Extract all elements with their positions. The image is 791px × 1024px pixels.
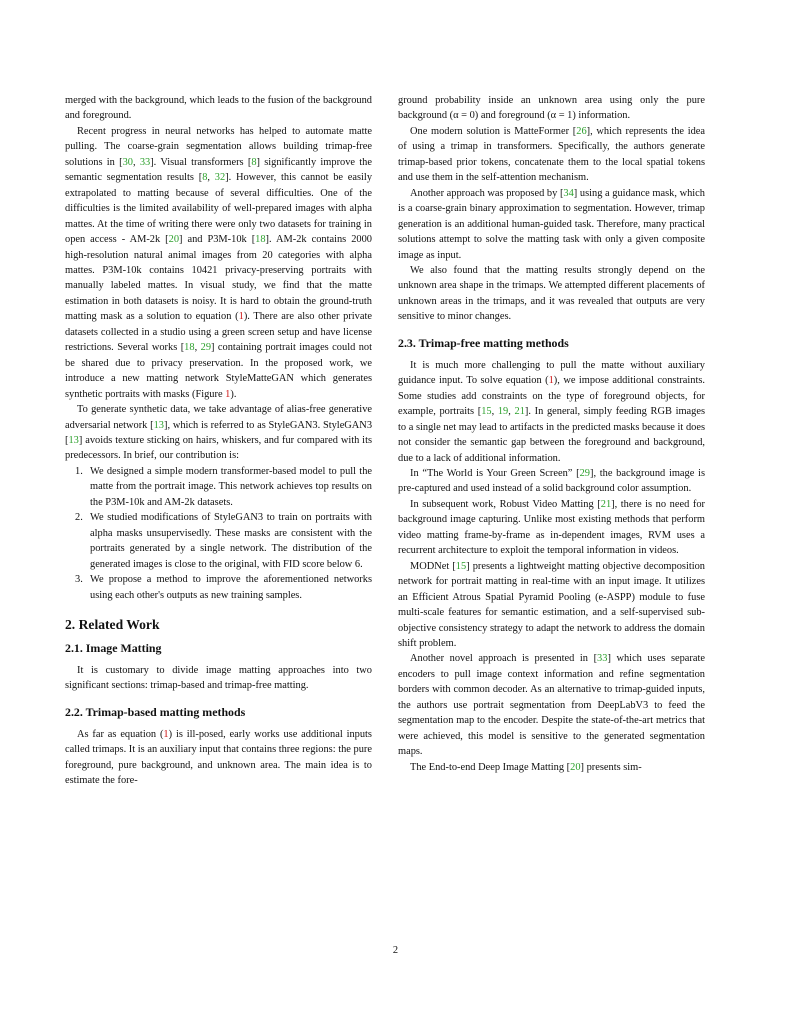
- citation-link[interactable]: 18: [255, 234, 266, 246]
- citation-link[interactable]: 21: [600, 498, 612, 510]
- equation-ref-link[interactable]: 1: [238, 311, 244, 323]
- citation-link[interactable]: 21: [514, 406, 525, 418]
- citation-link[interactable]: 13: [153, 419, 164, 431]
- subsection-heading-trimap-free: 2.3. Trimap-free matting methods: [398, 335, 569, 350]
- equation-ref-link[interactable]: 1: [225, 388, 231, 400]
- left-column: [65, 93, 372, 789]
- citation-link[interactable]: 20: [168, 234, 180, 246]
- citation-link[interactable]: 32: [214, 172, 226, 184]
- paragraph: In subsequent work, Robust Video Matting [21], there is no need for background image capturing. Unlike most existing methods that perform video matting frame-by-frame as in-dependent images, RVM uses a recurrent architecture to exploit the temporal information in videos.: [398, 498, 705, 557]
- citation-link[interactable]: 15: [481, 406, 492, 418]
- page-number: 2: [392, 945, 399, 956]
- citation-link[interactable]: 19: [497, 406, 509, 418]
- contribution-list: [65, 464, 372, 603]
- paragraph: ground probability inside an unknown area using only the pure background (α = 0) and foreground (α = 1) information.: [398, 95, 705, 122]
- citation-link[interactable]: 33: [597, 653, 608, 665]
- citation-link[interactable]: 30: [122, 156, 133, 168]
- subsection-heading-image-matting: 2.1. Image Matting: [65, 640, 162, 655]
- citation-link[interactable]: 26: [576, 125, 587, 137]
- paragraph: merged with the background, which leads to the fusion of the background and foreground.: [65, 95, 372, 122]
- paragraph: It is customary to divide image matting approaches into two significant sections: trimap-based and trimap-free matting.: [65, 664, 372, 692]
- citation-link[interactable]: 8: [251, 156, 257, 168]
- section-heading-related-work: 2. Related Work: [65, 616, 160, 632]
- paragraph: In “The World is Your Green Screen” [29], the background image is pre-captured and used instead of a solid background color assumption.: [398, 467, 705, 495]
- equation-ref-link[interactable]: 1: [163, 728, 169, 740]
- paragraph: Another novel approach is presented in [33] which uses separate encoders to pull image context information and refine segmentation borders with common decoder. As an alternative to trimap-guided inputs, the authors use portrait segmentation from DeepLabV3 to feed the segmentation map to the encoder. Despite the state-of-the-art metrics that were achieved, this model is sensitive to the generated segmentation maps.: [398, 653, 705, 758]
- paragraph: Recent progress in neural networks has helped to automate matte pulling. The coarse-grain segmentation allows building trimap-free solutions in [30, 33]. Visual transformers [8] significantly improve the semantic segmentation results [8, 32]. However, this cannot be easily extrapolated to matting because of several difficulties. One of the difficulties is the limited availability of well-prepared images with alpha mattes. At the time of writing there were only two datasets for training in open access - AM-2k [20] and P3M-10k [18]. AM-2k contains 2000 high-resolution natural animal images from 20 categories with alpha mattes. P3M-10k contains 10421 privacy-preserving portraits with manually labeled mattes. In visual study, we find that the matte estimation in both datasets is noisy. It is hard to obtain the ground-truth matting mask as a solution to equation (1). There are also other private datasets collected in a studio using a green screen setup and have license restrictions. Several works [18, 29] containing portrait images could not be shared due to privacy preservation. In the proposed work, we introduce a new matting network StyleMatteGAN which generates synthetic portraits with masks (Figure 1).: [65, 125, 373, 400]
- list-item: 3. We propose a method to improve the aforementioned networks using each other's outputs as new training samples.: [75, 574, 372, 601]
- paragraph: One modern solution is MatteFormer [26], which represents the idea of using a trimap in transformers. Specifically, the authors generate trimap-based prior tokens, concatenate them to the local spatial tokens and use them in the self-attention mechanism.: [398, 125, 705, 184]
- paragraph: MODNet [15] presents a lightweight matting objective decomposition network for portrait matting in real-time with an input image. It utilizes an Efficient Atrous Spatial Pyramid Pooling (e-ASPP) module to fuse multi-scale features for semantic estimation, and a self-supervised sub-objective consistency strategy to adapt the network to address the domain shift problem.: [398, 560, 705, 649]
- paragraph: We also found that the matting results strongly depend on the unknown area shape in the trimaps. We attempted different placements of unknown areas in the trimaps, and it was revealed that outputs are very sensitive to minor changes.: [398, 264, 705, 323]
- citation-link[interactable]: 18: [184, 342, 195, 354]
- citation-link[interactable]: 15: [455, 560, 467, 572]
- list-item: 1. We designed a simple modern transformer-based model to pull the matte from the portrait image. This network achieves top results on the P3M-10k and AM-2k datasets.: [75, 465, 372, 508]
- list-item: 2. We studied modifications of StyleGAN3 to train on portraits with alpha masks unsupervisedly. These masks are consistent with the portraits generated by a single network. The distribution of the generated images is close to the original, with FID score below 6.: [75, 512, 372, 570]
- paragraph: To generate synthetic data, we take advantage of alias-free generative adversarial network [13], which is referred to as StyleGAN3. StyleGAN3 [13] avoids texture sticking on hairs, whiskers, and fur compared with its predecessors. In brief, our contribution is:: [65, 404, 373, 462]
- citation-link[interactable]: 29: [579, 467, 590, 479]
- citation-link[interactable]: 20: [570, 761, 581, 773]
- right-column: [398, 93, 705, 775]
- citation-link[interactable]: 13: [68, 434, 79, 446]
- subsection-heading-trimap-based: 2.2. Trimap-based matting methods: [65, 704, 246, 719]
- paragraph: As far as equation (1) is ill-posed, early works use additional inputs called trimaps. It is an auxiliary input that contains three regions: the pure foreground, pure background, and unknown area. The main idea is to estimate the fore-: [65, 728, 372, 787]
- citation-link[interactable]: 29: [200, 342, 212, 354]
- citation-link[interactable]: 8: [202, 172, 208, 184]
- paragraph: It is much more challenging to pull the matte without auxiliary guidance input. To solve equation (1), we impose additional constraints. Some studies add constraints on the type of foreground objects, for example, portraits [15, 19, 21]. In general, simply feeding RGB images to a single net may lead to artifacts in the predicted masks because it does not consider the semantic gap between the foreground and background, due to a lack of additional information.: [398, 359, 706, 464]
- citation-link[interactable]: 34: [563, 187, 574, 199]
- citation-link[interactable]: 33: [139, 156, 151, 168]
- paragraph: The End-to-end Deep Image Matting [20] presents sim-: [410, 761, 642, 773]
- paragraph: Another approach was proposed by [34] using a guidance mask, which is a coarse-grain binary approximation to segmentation. However, trimap generation is an additional human-guided task. Therefore, many practical solutions attempt to solve the matting task with only a given composite image as input.: [398, 187, 705, 261]
- equation-ref-link[interactable]: 1: [548, 375, 554, 387]
